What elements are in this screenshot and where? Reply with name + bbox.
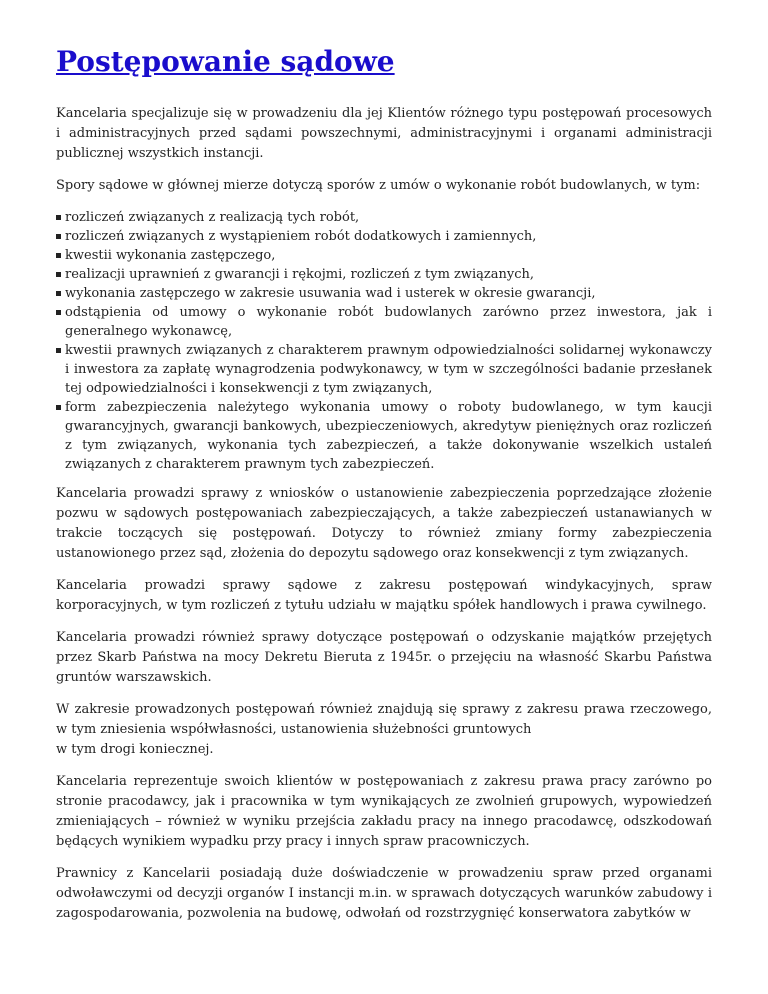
list-item: rozliczeń związanych z wystąpieniem robót dodatkowych i zamiennych, (65, 227, 712, 246)
body-paragraph-2: Kancelaria prowadzi sprawy sądowe z zakresu postępowań windykacyjnych, spraw korporacyjnych, w tym rozliczeń z tytułu udziału w majątku spółek handlowych i prawa cywilnego. (56, 578, 712, 613)
square-bullet-icon (56, 272, 61, 277)
square-bullet-icon (56, 348, 61, 353)
square-bullet-icon (56, 215, 61, 220)
intro-paragraph-2: Spory sądowe w głównej mierze dotyczą sporów z umów o wykonanie robót budowlanych, w tym: (56, 178, 701, 193)
body-paragraph-1: Kancelaria prowadzi sprawy z wniosków o ustanowienie zabezpieczenia poprzedzające złożenie pozwu w sądowych postępowaniach zabezpieczających, a także zabezpieczeń ustanawianych w trakcie toczących się postępowań. Dotyczy to również zmiany formy zabezpieczenia ustanowionego przez sąd, złożenia do depozytu sądowego oraz konsekwencji z tym związanych. (56, 486, 712, 561)
body-paragraph-5: Kancelaria reprezentuje swoich klientów w postępowaniach z zakresu prawa pracy zarówno po stronie pracodawcy, jak i pracownika w tym wynikających ze zwolnień grupowych, wypowiedzeń zmieniających – również w wyniku przejścia zakładu pracy na innego pracodawcę, odszkodowań będących wynikiem wypadku przy pracy i innych spraw pracowniczych. (56, 774, 712, 849)
square-bullet-icon (56, 405, 61, 410)
body-paragraph-4: W zakresie prowadzonych postępowań również znajdują się sprawy z zakresu prawa rzeczowego, w tym zniesienia współwłasności, ustanowienia służebności gruntowych w tym drogi koniecznej. (56, 702, 712, 757)
page-title-link[interactable]: Postępowanie sądowe (56, 45, 395, 78)
body-paragraph-3: Kancelaria prowadzi również sprawy dotyczące postępowań o odzyskanie majątków przejętych przez Skarb Państwa na mocy Dekretu Bieruta z 1945r. o przejęciu na własność Skarbu Państwa gruntów warszawskich. (56, 630, 712, 685)
list-item: kwestii wykonania zastępczego, (65, 246, 712, 265)
body-paragraph-6: Prawnicy z Kancelarii posiadają duże doświadczenie w prowadzeniu spraw przed organami odwoławczymi od decyzji organów I instancji m.in. w sprawach dotyczących warunków zabudowy i zagospodarowania, pozwolenia na budowę, odwołań od rozstrzygnięć konserwatora zabytków w (56, 866, 712, 921)
list-item: kwestii prawnych związanych z charakterem prawnym odpowiedzialności solidarnej wykonawczy i inwestora za zapłatę wynagrodzenia podwykonawcy, w tym w szczególności badanie przesłanek tej odpowiedzialności i konsekwencji z tym związanych, (65, 341, 712, 398)
square-bullet-icon (56, 253, 61, 258)
intro-paragraph-1: Kancelaria specjalizuje się w prowadzeniu dla jej Klientów różnego typu postępowań procesowych i administracyjnych przed sądami powszechnymi, administracyjnymi i organami administracji publicznej wszystkich instancji. (56, 106, 712, 161)
disputes-list (56, 208, 712, 474)
list-item: rozliczeń związanych z realizacją tych robót, (65, 208, 712, 227)
page-title (56, 44, 712, 80)
square-bullet-icon (56, 291, 61, 296)
list-item: wykonania zastępczego w zakresie usuwania wad i usterek w okresie gwarancji, (65, 284, 712, 303)
list-item: form zabezpieczenia należytego wykonania umowy o roboty budowlanego, w tym kaucji gwarancyjnych, gwarancji bankowych, ubezpieczeniowych, akredytyw pieniężnych oraz rozliczeń z tym związanych, wykonania tych zabezpieczeń, a także dokonywanie wszelkich ustaleń związanych z charakterem prawnym tych zabezpieczeń. (65, 398, 712, 474)
list-item: odstąpienia od umowy o wykonanie robót budowlanych zarówno przez inwestora, jak i generalnego wykonawcę, (65, 303, 712, 341)
list-item: realizacji uprawnień z gwarancji i rękojmi, rozliczeń z tym związanych, (65, 265, 712, 284)
square-bullet-icon (56, 234, 61, 239)
square-bullet-icon (56, 310, 61, 315)
